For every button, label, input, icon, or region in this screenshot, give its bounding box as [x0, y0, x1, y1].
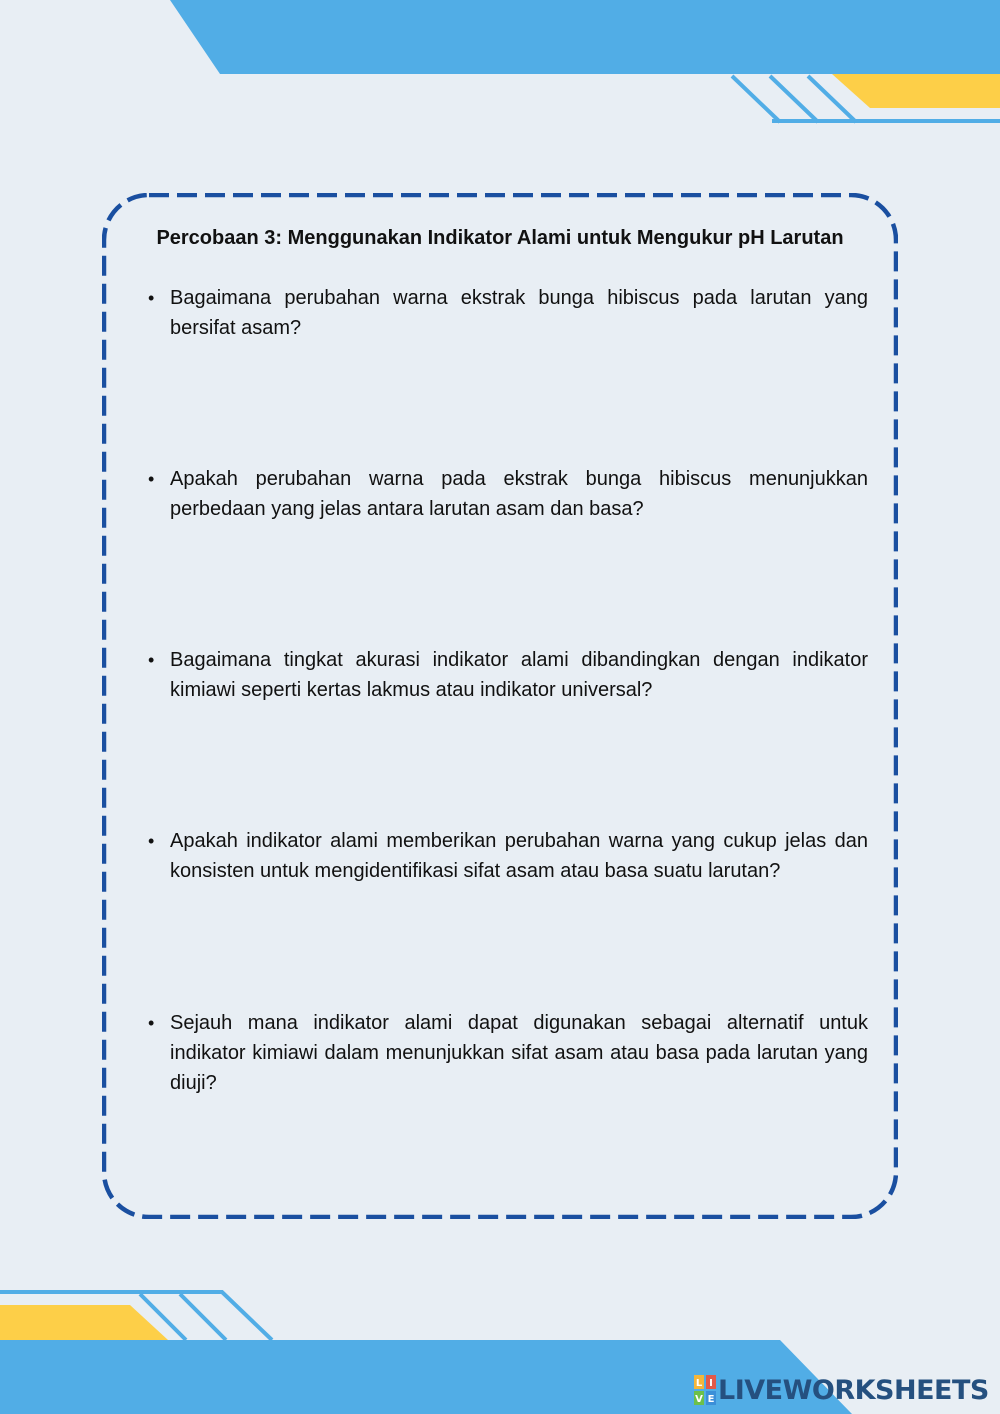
worksheet-card — [102, 193, 898, 1219]
question-item — [148, 645, 868, 705]
svg-text:I: I — [709, 1378, 713, 1389]
question-item — [148, 464, 868, 524]
liveworksheets-logo-icon — [694, 1375, 716, 1405]
svg-text:E: E — [707, 1394, 715, 1405]
top-banner-decoration — [0, 0, 1000, 130]
bullet-icon — [148, 1008, 162, 1038]
liveworksheets-brand: LIVEWORKSHEETS — [718, 1374, 989, 1406]
liveworksheets-logo[interactable] — [694, 1372, 989, 1408]
bullet-icon — [148, 283, 162, 313]
question-item — [148, 1008, 868, 1098]
bullet-icon — [148, 464, 162, 494]
question-text: Bagaimana perubahan warna ekstrak bunga hibiscus pada larutan yang bersifat asam? — [170, 287, 868, 339]
question-text: Bagaimana tingkat akurasi indikator alami dibandingkan dengan indikator kimiawi seperti kertas lakmus atau indikator universal? — [170, 649, 868, 701]
question-text: Sejauh mana indikator alami dapat digunakan sebagai alternatif untuk indikator kimiawi dalam menunjukkan sifat asam atau basa pada larutan yang diuji? — [170, 1012, 868, 1094]
question-item — [148, 283, 868, 343]
question-item — [148, 826, 868, 886]
worksheet-title: Percobaan 3: Menggunakan Indikator Alami untuk Mengukur pH Larutan — [156, 227, 844, 249]
svg-text:V: V — [695, 1394, 703, 1405]
bullet-icon — [148, 645, 162, 675]
question-text: Apakah perubahan warna pada ekstrak bunga hibiscus menunjukkan perbedaan yang jelas antara larutan asam dan basa? — [170, 468, 868, 520]
svg-text:L: L — [695, 1378, 703, 1389]
question-text: Apakah indikator alami memberikan perubahan warna yang cukup jelas dan konsisten untuk mengidentifikasi sifat asam atau basa suatu larutan? — [170, 830, 868, 882]
bullet-icon — [148, 826, 162, 856]
